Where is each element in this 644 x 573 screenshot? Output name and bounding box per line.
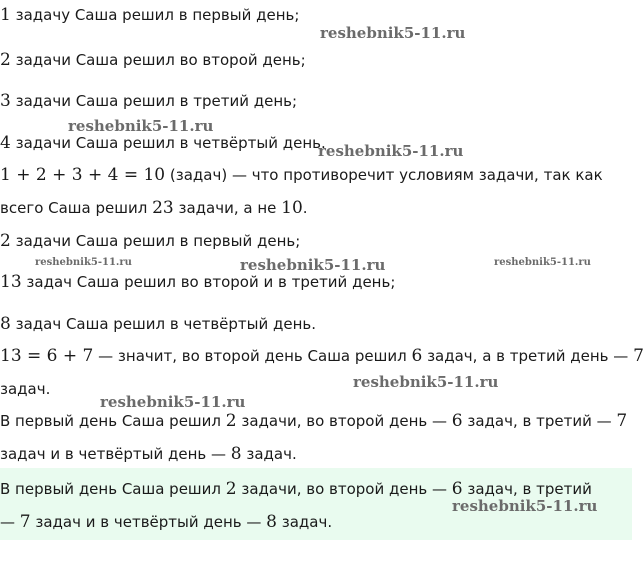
number: 7 [633,346,644,366]
text: задачи Саша решил в четвёртый день. [10,134,326,152]
watermark: reshebnik5-11.ru [494,257,591,268]
solution-line-6 [0,198,308,218]
text: задач, а в третий день — [422,347,634,365]
watermark: reshebnik5-11.ru [318,142,464,160]
text: задач и в четвёртый день — [0,445,231,463]
number: 2 [0,50,11,70]
number: 6 [411,346,423,366]
equation: 1 + 2 + 3 + 4 = 10 [0,165,166,185]
text: задач Саша решил во второй и в третий день; [21,273,396,291]
solution-line-2 [0,50,306,70]
solution-line-8 [0,272,395,292]
number: 8 [0,314,11,334]
watermark: reshebnik5-11.ru [320,24,466,42]
solution-line-11 [0,379,50,399]
solution-line-13 [0,444,297,464]
text: задач. [241,445,297,463]
text: . [302,199,308,217]
number: 23 [152,198,174,218]
number: 2 [0,231,11,251]
text: задачи, а не [173,199,282,217]
text: всего Саша решил [0,199,153,217]
number: 2 [225,479,237,499]
equation: 13 = 6 + 7 [0,346,94,366]
solution-line-3 [0,91,297,111]
watermark: reshebnik5-11.ru [353,373,499,391]
text: задачи Саша решил в третий день; [10,92,298,110]
text: задач. [0,380,51,398]
solution-line-7 [0,231,300,251]
number: 1 [0,5,11,25]
answer-line-2 [0,512,332,532]
number: 8 [266,512,277,532]
solution-line-10 [0,346,644,366]
answer-line-1 [0,479,592,499]
text: В первый день Саша решил [0,412,226,430]
number: 7 [616,411,628,431]
number: 3 [0,91,11,111]
solution-line-9 [0,314,316,334]
number: 7 [19,512,31,532]
text: задачу Саша решил в первый день; [10,6,300,24]
number: 6 [451,479,463,499]
watermark: reshebnik5-11.ru [100,393,246,411]
number: 13 [0,272,22,292]
text: задачи Саша решил во второй день; [10,51,306,69]
text: В первый день Саша решил [0,480,226,498]
watermark: reshebnik5-11.ru [240,256,386,274]
solution-line-4 [0,133,326,153]
number: 8 [230,444,242,464]
text: задач и в четвёртый день — [30,513,267,531]
number: 6 [451,411,463,431]
text: задач, в третий — [462,412,617,430]
text: (задач) — что противоречит условиям задачи, так как [165,166,603,184]
solution-line-5 [0,165,603,185]
solution-line-1 [0,5,299,25]
text: — [0,513,20,531]
text: задачи, во второй день — [236,480,452,498]
solution-line-12 [0,411,627,431]
watermark: reshebnik5-11.ru [68,117,214,135]
number: 4 [0,133,11,153]
number: 10 [281,198,303,218]
text: задач Саша решил в четвёртый день. [10,315,317,333]
text: задачи Саша решил в первый день; [10,232,301,250]
watermark: reshebnik5-11.ru [35,257,132,268]
text: задачи, во второй день — [236,412,452,430]
watermark: reshebnik5-11.ru [452,497,598,515]
text: задач, в третий [462,480,592,498]
text: — значит, во второй день Саша решил [93,347,412,365]
text: задач. [277,513,333,531]
number: 2 [225,411,237,431]
